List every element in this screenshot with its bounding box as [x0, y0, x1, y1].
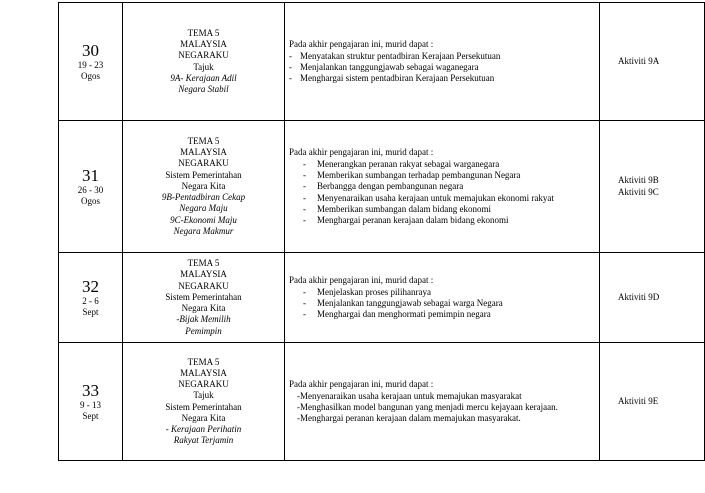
week-month: Ogos	[80, 196, 100, 206]
theme-line: Negara Kita	[181, 412, 226, 423]
week-dates: 9 - 13	[80, 400, 101, 410]
theme-line: NEGARAKU	[178, 379, 229, 390]
activity-label: Aktiviti 9B	[618, 175, 659, 186]
objective-item: -Menghasilkan model bangunan yang menjadi mercu kejayaan kerajaan.	[297, 402, 558, 412]
topic-line: 9C-Ekonomi Maju	[170, 214, 237, 225]
objective-item: - Menghargai sistem pentadbiran Kerajaan Persekutuan	[289, 73, 597, 84]
activity-label: Aktiviti 9D	[618, 291, 660, 302]
objective-item: - Menjalankan tanggungjawab sebagai waganegara	[289, 62, 597, 73]
objective-item: - Berbangga dengan pembangunan negara	[289, 181, 597, 192]
theme-line: TEMA 5	[187, 27, 220, 38]
objectives-list	[289, 391, 597, 425]
week-dates: 19 - 23	[77, 60, 104, 70]
objective-item: - Menerangkan peranan rakyat sebagai warganegara	[289, 159, 597, 170]
activity-cell	[600, 3, 705, 121]
theme-line: Negara Kita	[181, 303, 226, 314]
week-number: 30	[82, 41, 99, 60]
table-row	[59, 121, 705, 253]
topic-line: 9B-Pentadbiran Cekap	[161, 192, 246, 203]
theme-line: NEGARAKU	[178, 158, 229, 169]
objective-item: - Menjelaskan proses pilihanraya	[289, 287, 597, 298]
objectives-cell	[285, 253, 600, 343]
objectives-intro: Pada akhir pengajaran ini, murid dapat :	[289, 38, 434, 49]
theme-line: TEMA 5	[187, 258, 220, 269]
topic-line: -Bijak Memilih	[176, 314, 231, 325]
theme-line: NEGARAKU	[178, 50, 229, 61]
theme-cell	[123, 121, 285, 253]
objective-item: - Menghargai dan menghormati pemimpin negara	[289, 309, 597, 320]
week-number: 32	[82, 277, 99, 296]
objectives-cell	[285, 343, 600, 461]
lesson-plan-table	[58, 2, 705, 461]
activity-label: Aktiviti 9E	[618, 395, 659, 406]
objective-item: - Memberikan sumbangan dalam bidang ekonomi	[289, 204, 597, 215]
theme-cell	[123, 343, 285, 461]
activity-label: Aktiviti 9A	[618, 55, 660, 66]
theme-cell	[123, 3, 285, 121]
week-cell	[59, 253, 123, 343]
activity-cell	[600, 121, 705, 253]
theme-line: NEGARAKU	[178, 280, 229, 291]
theme-line: Sistem Pemerintahan	[165, 291, 242, 302]
objectives-list	[289, 51, 597, 85]
theme-cell	[123, 253, 285, 343]
objectives-list	[289, 287, 597, 321]
activity-cell	[600, 253, 705, 343]
objectives-cell	[285, 3, 600, 121]
objective-item: -Menyenaraikan usaha kerajaan untuk memajukan masyarakat	[297, 390, 522, 401]
activity-label: Aktiviti 9C	[618, 186, 659, 197]
objective-item: - Memberikan sumbangan terhadap pembangunan Negara	[289, 170, 597, 181]
week-dates: 26 - 30	[77, 185, 104, 195]
theme-line: TEMA 5	[187, 356, 220, 367]
week-cell	[59, 3, 123, 121]
theme-line: Tajuk	[193, 61, 214, 72]
theme-line: MALAYSIA	[180, 147, 227, 158]
objectives-intro: Pada akhir pengajaran ini, murid dapat :	[289, 378, 434, 389]
theme-line: Negara Kita	[181, 180, 226, 191]
objective-item: - Menyenaraikan usaha kerajaan untuk memajukan ekonomi rakyat	[289, 193, 597, 204]
theme-line: Sistem Pemerintahan	[165, 169, 242, 180]
topic-line: Pemimpin	[185, 325, 222, 336]
week-number: 31	[82, 166, 99, 185]
topic-line: - Kerajaan Perihatin	[165, 423, 242, 434]
objective-item: - Menghargai peranan kerajaan dalam bidang ekonomi	[289, 215, 597, 226]
objectives-intro: Pada akhir pengajaran ini, murid dapat :	[289, 274, 434, 285]
theme-line: TEMA 5	[187, 136, 220, 147]
week-dates: 2 - 6	[82, 296, 99, 306]
theme-line: MALAYSIA	[180, 39, 227, 50]
table-row	[59, 3, 705, 121]
theme-line: Sistem Pemerintahan	[165, 401, 242, 412]
objective-item: -Menghargai peranan kerajaan dalam memajukan masyarakat.	[297, 413, 521, 424]
objectives-intro: Pada akhir pengajaran ini, murid dapat :	[289, 146, 434, 157]
week-month: Ogos	[80, 71, 100, 81]
activity-cell	[600, 343, 705, 461]
topic-line: Negara Maju	[179, 203, 228, 214]
topic-line: Rakyat Terjamin	[173, 435, 234, 446]
theme-line: MALAYSIA	[180, 269, 227, 280]
week-cell	[59, 121, 123, 253]
objectives-list	[289, 159, 597, 226]
theme-line: MALAYSIA	[180, 367, 227, 378]
topic-line: 9A- Kerajaan Adil	[170, 72, 237, 83]
week-month: Sept	[82, 307, 99, 317]
table-row	[59, 253, 705, 343]
table-row	[59, 343, 705, 461]
objective-item: - Menyatakan struktur pentadbiran Kerajaan Persekutuan	[289, 51, 597, 62]
topic-line: Negara Stabil	[178, 83, 229, 94]
objectives-cell	[285, 121, 600, 253]
objective-item: - Menjalankan tanggungjawab sebagai warga Negara	[289, 298, 597, 309]
week-month: Sept	[82, 411, 99, 421]
topic-line: Negara Makmur	[173, 225, 234, 236]
week-cell	[59, 343, 123, 461]
week-number: 33	[82, 381, 99, 400]
theme-line: Tajuk	[193, 390, 214, 401]
